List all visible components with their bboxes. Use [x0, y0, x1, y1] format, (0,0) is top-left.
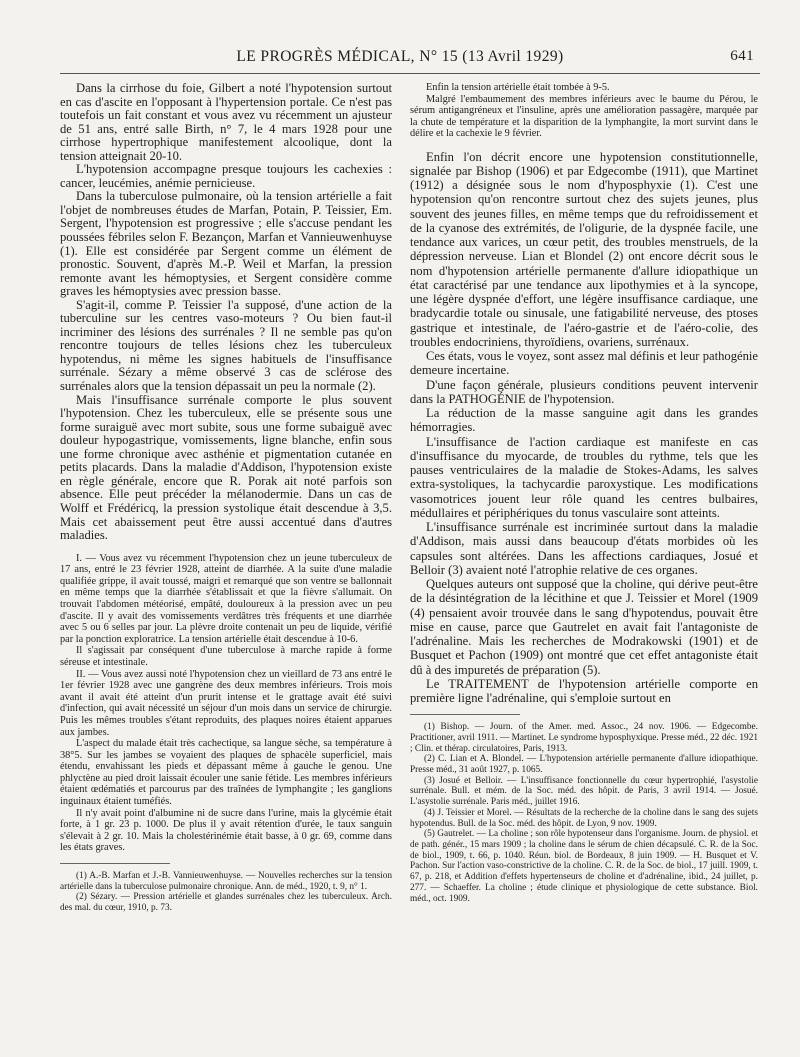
case-note-continuation [410, 82, 758, 140]
paragraph: Le TRAITEMENT de l'hypotension artérielle comporte en première ligne l'adrénaline, qui s'emploie surtout en [410, 676, 758, 705]
left-body-text [60, 82, 392, 543]
left-footnotes [60, 871, 392, 914]
paragraph: Enfin l'on décrit encore une hypotension constitutionnelle, signalée par Bishop (1906) et par Edgecombe (1911), que Martinet (1912) a désignée sous le nom d'hyposphyxie (1). C'est une hypotension qu'on rencontre surtout chez des sujets jeunes, plus souvent des jeunes filles, en même temps que du refroidissement et de la cyanose des extrémités, de l'oligurie, de la dyspnée facile, une tendance aux varices, un cœur petit, des troubles menstruels, de la dépression nerveuse. Lian et Blondel (2) ont encore décrit sous le nom d'hypotension artérielle permanente d'allure idiopathique un état caractérisé par une tendance aux lipothymies et à la syncope, une légère dyspnée d'effort, une légère insuffisance cardiaque, une bradycardie totale ou sinusale, une fatigabilité nerveuse, des ptoses gastrique et intestinale, de l'aéro-gastrie et de l'aéro-colie, des troubles endocriniens, thyroïdiens, ovariens, surrénaux. [410, 149, 758, 349]
paragraph: La réduction de la masse sanguine agit dans les grandes hémorragies. [410, 406, 758, 435]
left-column [60, 82, 392, 1048]
footnote: (4) J. Teissier et Morel. — Résultats de la recherche de la choline dans le sang des sujets hypotendus. Bull. de la Soc. méd. des hôpit. de Lyon, 9 nov. 1909. [410, 807, 758, 829]
footnote: (3) Josué et Belloir. — L'insuffisance fonctionnelle du cœur hypertrophié, l'asystolie surrénale. Bull. et mém. de la Soc. méd. des hôpit. de Paris, 3 avril 1914. — Josué. L'asystolie surrénale. Paris méd., juillet 1916. [410, 775, 758, 808]
paragraph: Ces états, vous le voyez, sont assez mal définis et leur pathogénie demeure incertaine. [410, 349, 758, 378]
footnote-separator [60, 863, 170, 864]
paragraph: Dans la tuberculose pulmonaire, où la tension artérielle a fait l'objet de nombreuses études de Marfan, Potain, P. Teissier, Em. Sergent, l'hypotension est progressive ; elle s'accuse pendant les poussées fébriles selon F. Bezançon, Marfan et Vannieuwenhuyse (1). Elle est considérée par Sergent comme un élément de pronostic. Souvent, d'après M.-P. Weil et Marfan, la pression remonte avant les hémoptysies, et Sergent considère comme graves les hémoptysies avec pression basse. [60, 189, 392, 299]
case-note: Enfin la tension artérielle était tombée à 9-5. [426, 82, 610, 93]
paragraph: S'agit-il, comme P. Teissier l'a supposé, d'une action de la tuberculine sur les centres vaso-moteurs ? Ou bien faut-il incriminer des lésions des surrénales ? Il ne semble pas qu'on rencontre toujours de telles lésions chez les tuberculeux hypotendus, ni même les signes habituels de l'insuffisance surrénale. Sézary a même observé 3 cas de sclérose des surrénales alors que la tension dépassait un peu la normale (2). [60, 297, 392, 394]
footnote: (5) Gautrelet. — La choline ; son rôle hypotenseur dans l'organisme. Journ. de physiol. et de path. génér., 15 mars 1909 ; la choline dans le sérum de chien décapsulé. C. R. de la Soc. de biol., 1909, t. 66, p. 1040. Réun. biol. de Bordeaux, 8 juin 1909. — H. Busquet et V. Pachon. Sur l'action vaso-constrictive de la choline. C. R. de la Soc. de biol., 17 juill. 1909, t. 67, p. 218, et Addition d'effets hypertenseurs de choline et d'adrénaline, ibid., 24 juillet, p. 277. — Schaeffer. La choline ; étude clinique et physiologique de cette substance. Biol. méd., oct. 1909. [410, 829, 758, 904]
case-note: I. — Vous avez vu récemment l'hypotension chez un jeune tuberculeux de 17 ans, entré le 23 février 1928, atteint de diarrhée. A la suite d'une maladie qualifiée grippe, il avait toussé, maigri et remarqué que son ventre se ballonnait en même temps que la diarrhée s'établissait et que la fièvre s'allumait. On trouvait l'abdomen météorisé, empâté, douloureux à la pression avec un peu d'ascite. Il y avait des vomissements verdâtres très fréquents et une diarrhée avec 5 ou 6 selles par jour. La plèvre droite contenait un peu de liquide, vérifié par la ponction exploratrice. La tension artérielle était descendue à 10-6. [60, 552, 392, 645]
paragraph: D'une façon générale, plusieurs conditions peuvent intervenir dans la PATHOGÉNIE de l'hypotension. [410, 377, 758, 406]
paragraph: Mais l'insuffisance surrénale comporte le plus souvent l'hypotension. Chez les tuberculeux, elle se présente sous une forme suraiguë avec mort subite, sous une forme subaiguë avec douleur hypogastrique, vomissements, ligne blanche, enfin sous une forme chronique avec asthénie et pigmentation cutanée en petits placards. Dans la maladie d'Addison, l'hypotension existe en règle générale, encore que R. Porak ait noté parfois son absence. Elle peut précéder la mélanodermie. Dans un cas de Wolff et Frédéricq, la pression systolique était descendue à 3,5. Mais cet abaissement peut être aussi accentué dans d'autres maladies. [60, 392, 392, 543]
paragraph: L'insuffisance de l'action cardiaque est manifeste en cas d'insuffisance du myocarde, de troubles du rythme, tels que les pauses ventriculaires de la maladie de Stokes-Adams, les salves extra-systoliques, la tachycardie paroxystique. Les modifications vasomotrices jouent leur rôle quand les centres bulbaires, médullaires et périphériques du tonus vasculaire sont atteints. [410, 434, 758, 520]
case-note: Il n'y avait point d'albumine ni de sucre dans l'urine, mais la glycémie était forte, à 1 gr. 23 p. 1000. De plus il y avait rétention d'urée, le taux sanguin s'élevait à 2 gr. 10. Mais la cholestérinémie était basse, à 0 gr. 69, comme dans les états graves. [60, 807, 392, 854]
case-note: II. — Vous avez aussi noté l'hypotension chez un vieillard de 73 ans entré le 1er février 1928 avec une gangrène des deux membres inférieurs. Trois mois avant il avait été atteint d'un prurit intense et le grattage avait été suivi d'infection, qui avait nécessité un séjour d'un mois dans un service de chirurgie. Puis les mêmes troubles s'étant reproduits, des plaques noires étaient apparues aux jambes. [60, 668, 392, 738]
running-header [0, 48, 800, 70]
footnote: (2) Sézary. — Pression artérielle et glandes surrénales chez les tuberculeux. Arch. des mal. du cœur, 1910, p. 73. [60, 892, 392, 914]
case-notes [60, 553, 392, 854]
page-number: 641 [730, 48, 754, 64]
footnote: (1) Bishop. — Journ. of the Amer. med. Assoc., 24 nov. 1906. — Edgecombe. Practitioner, avril 1911. — Martinet. Le syndrome hyposphyxique. Presse méd., 22 déc. 1921 ; Clin. et thérap. circulatoires, Paris, 1913. [410, 722, 758, 754]
paragraph: Dans la cirrhose du foie, Gilbert a noté l'hypotension surtout en cas d'ascite en l'opposant à l'hypertension portale. Ce n'est pas toutefois un fait constant et vous avez vu récemment un ajusteur de 51 ans, entré salle Birth, n° 7, le 4 mars 1928 pour une cirrhose hypertrophique manifestement alcoolique, dont la tension atteignait 20-10. [60, 82, 392, 163]
paragraph: L'insuffisance surrénale est incriminée surtout dans la maladie d'Addison, mais aussi dans beaucoup d'états morbides où les capsules sont altérées. Dans les affections cardiaques, Josué et Belloir (3) avaient noté l'atrophie relative de ces organes. [410, 520, 758, 577]
footnote: (1) A.-B. Marfan et J.-B. Vannieuwenhuyse. — Nouvelles recherches sur la tension artérielle dans la tuberculose pulmonaire chronique. Ann. de méd., 1920, t. 9, n° 1. [60, 871, 392, 892]
footnote-separator [410, 714, 520, 715]
right-body-text [410, 150, 758, 706]
right-footnotes [410, 722, 758, 904]
header-rule [60, 73, 760, 74]
right-column [410, 82, 758, 1048]
paragraph: L'hypotension accompagne presque toujours les cachexies : cancer, leucémies, anémie pernicieuse. [60, 162, 392, 190]
case-note: L'aspect du malade était très cachectique, sa langue sèche, sa température à 38°5. Sur les jambes se voyaient des plaques de sphacèle superficiel, mais étendu, envahissant les pieds et dépassant même à gauche le genou. Une phlyctène au pied droit laissait écouler une sanie fétide. Les membres inférieurs étaient œdématiés et parcourus par des traînées de lymphangite ; les ganglions inguinaux étaient tuméfiés. [60, 738, 392, 808]
journal-title: LE PROGRÈS MÉDICAL, N° 15 (13 Avril 1929) [236, 48, 564, 65]
footnote: (2) C. Lian et A. Blondel. — L'hypotension artérielle permanente d'allure idiopathique. Presse méd., 31 août 1927, p. 1065. [410, 754, 758, 776]
case-note: Malgré l'embaumement des membres inférieurs avec le baume du Pérou, le sérum antigangréneux et l'insuline, après une amélioration passagère, marquée par la chute de température et la disparition de la lymphangite, la mort survint dans le délire et la cachexie le 9 février. [410, 93, 758, 139]
case-note: Il s'agissait par conséquent d'une tuberculose à marche rapide à forme séreuse et intestinale. [60, 645, 392, 668]
paragraph: Quelques auteurs ont supposé que la choline, qui dérive peut-être de la désintégration de la lécithine et que J. Teissier et Morel (1909 (4) pensaient avoir trouvée dans le sang d'hypotendus, pouvait être mise en cause, parce que Gautrelet en avait fait l'antagoniste de l'adrénaline. Mais les recherches de Modrakowski (1901) et de Busquet et Pachon (1909) ont montré que cet effet antagoniste était dû à des impuretés de préparation (5). [410, 577, 758, 677]
